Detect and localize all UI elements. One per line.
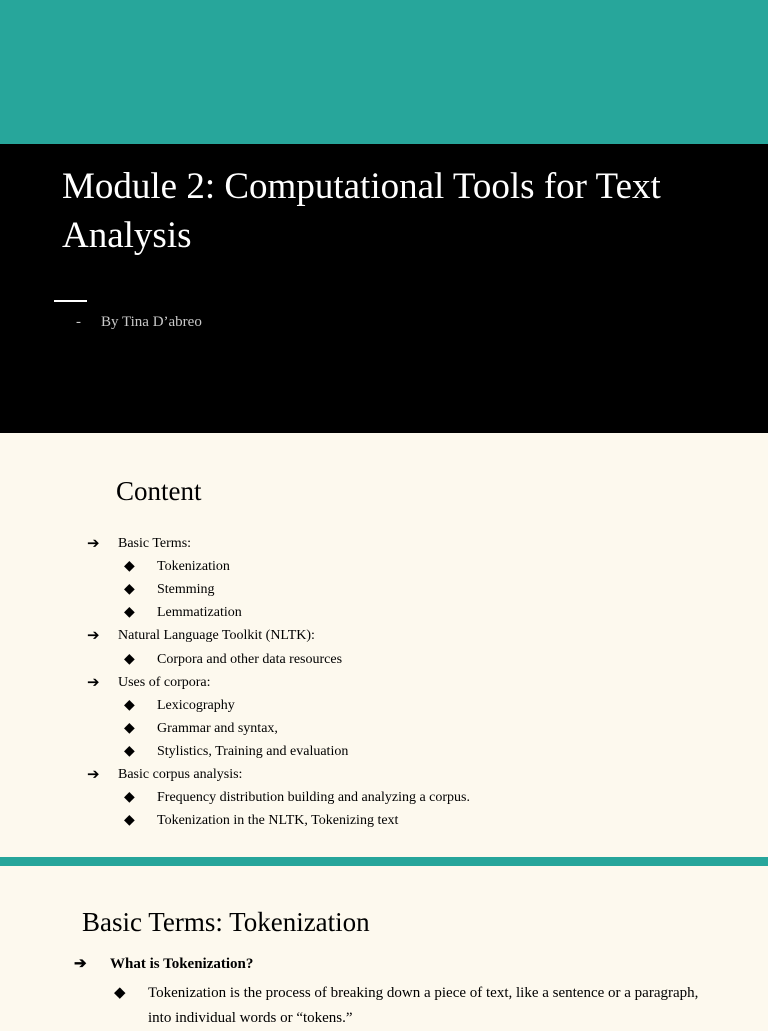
content-subitem (124, 720, 278, 738)
content-subitem (124, 697, 235, 715)
content-subitem (124, 743, 349, 761)
content-item (87, 674, 211, 692)
content-subitem (124, 558, 230, 576)
question-text: What is Tokenization? (110, 956, 254, 972)
slide-divider (0, 857, 768, 866)
content-subitem (124, 789, 470, 807)
content-item-text: Natural Language Toolkit (NLTK): (118, 628, 315, 644)
byline-dash: - (76, 314, 81, 330)
content-subitem (124, 651, 343, 669)
content-item-text: Tokenization in the NLTK, Tokenizing text (157, 813, 399, 829)
content-item-text: Lemmatization (157, 605, 242, 621)
arrow-right-icon: ➔ (87, 536, 100, 552)
content-item (87, 766, 243, 784)
content-item (87, 627, 315, 645)
content-item-text: Stylistics, Training and evaluation (157, 743, 349, 759)
tokenization-slide (0, 866, 768, 1024)
diamond-bullet-icon: ◆ (124, 697, 135, 713)
byline-text: By Tina D’abreo (101, 314, 202, 330)
content-subitem (124, 581, 215, 599)
diamond-bullet-icon: ◆ (124, 582, 135, 598)
title-underline (54, 300, 87, 302)
diamond-bullet-icon: ◆ (124, 790, 135, 806)
diamond-bullet-icon: ◆ (114, 985, 126, 1001)
author-byline (76, 314, 202, 331)
arrow-right-icon: ➔ (87, 628, 100, 645)
slide-title: Module 2: Computational Tools for Text Analysis (62, 166, 661, 256)
arrow-right-icon: ➔ (87, 767, 100, 783)
content-item-text: Frequency distribution building and analyzing a corpus. (157, 790, 470, 806)
diamond-bullet-icon: ◆ (124, 743, 135, 759)
content-item-text: Tokenization (157, 559, 230, 575)
content-item-text: Basic Terms: (118, 536, 192, 551)
definition-text: Tokenization is the process of breaking down a piece of text, like a sentence or a paragraph, into individual words or “tokens.” (148, 985, 699, 1026)
content-slide (0, 433, 768, 857)
diamond-bullet-icon: ◆ (124, 559, 135, 575)
content-item-text: Basic corpus analysis: (118, 767, 243, 782)
content-subitem (124, 812, 399, 830)
question-item (74, 954, 254, 974)
content-item (87, 535, 192, 553)
content-item-text: Uses of corpora: (118, 674, 211, 690)
content-item-text: Corpora and other data resources (157, 651, 343, 667)
diamond-bullet-icon: ◆ (124, 651, 135, 667)
content-item-text: Stemming (157, 582, 215, 598)
arrow-right-icon: ➔ (87, 674, 100, 691)
diamond-bullet-icon: ◆ (124, 605, 135, 621)
title-slide-top-band (0, 0, 768, 144)
content-item-text: Lexicography (157, 697, 235, 713)
content-subitem (124, 604, 242, 622)
content-heading: Content (116, 476, 202, 506)
title-slide (0, 144, 768, 433)
diamond-bullet-icon: ◆ (124, 813, 135, 829)
content-item-text: Grammar and syntax, (157, 720, 278, 736)
diamond-bullet-icon: ◆ (124, 720, 135, 736)
arrow-right-icon: ➔ (74, 956, 87, 972)
tokenization-heading: Basic Terms: Tokenization (82, 907, 370, 937)
